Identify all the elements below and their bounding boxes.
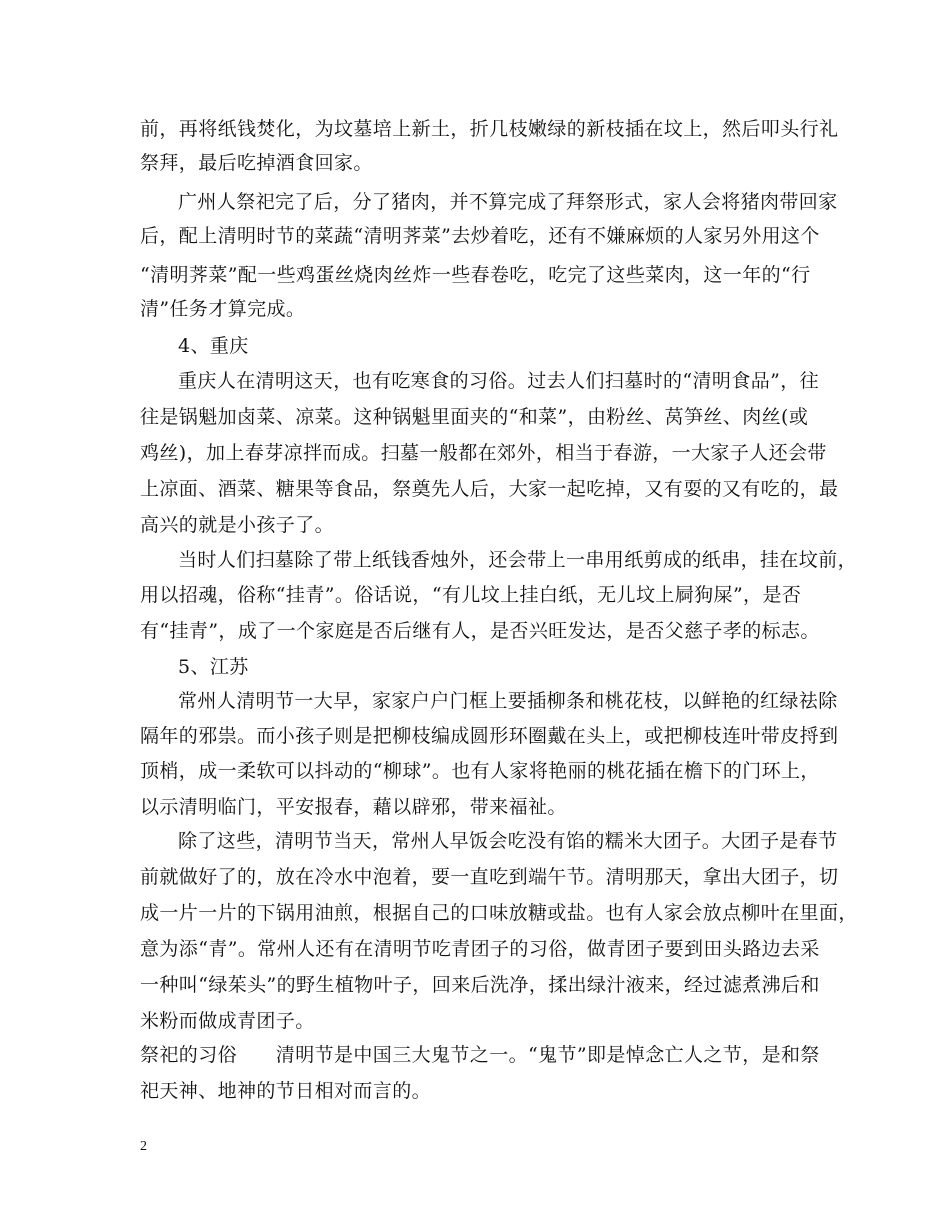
text-line: 有“挂青”，成了一个家庭是否后继有人，是否兴旺发达，是否父慈子孝的标志。 (140, 620, 820, 642)
text-line: 祭拜，最后吃掉酒食回家。 (140, 152, 373, 174)
text-line: 往是锅魁加卤菜、凉菜。这种锅魁里面夹的“和菜”，由粉丝、莴笋丝、肉丝(或 (140, 406, 809, 428)
text-line: 成一片一片的下锅用油煎，根据自己的口味放糖或盐。也有人家会放点柳叶在里面， (140, 902, 858, 924)
text-line: 隔年的邪祟。而小孩子则是把柳枝编成圆形环圈戴在头上，或把柳枝连叶带皮捋到 (140, 725, 839, 747)
text-line: “清明荠菜”配一些鸡蛋丝烧肉丝炸一些春卷吃，吃完了这些菜肉，这一年的“行 (140, 264, 811, 286)
text-line: 广州人祭祀完了后，分了猪肉，并不算完成了拜祭形式，家人会将猪肉带回家 (178, 191, 838, 213)
text-line: 意为添“青”。常州人还有在清明节吃青团子的习俗，做青团子要到田头路边去采 (140, 938, 820, 960)
text-line: 清”任务才算完成。 (140, 298, 306, 320)
text-line: 祭祀的习俗 清明节是中国三大鬼节之一。“鬼节”即是悼念亡人之节，是和祭 (140, 1044, 820, 1066)
text-line: 一种叫“绿茱头”的野生植物叶子，回来后洗净，揉出绿汁液来，经过滤煮沸后和 (140, 974, 820, 996)
text-line: 米粉而做成青团子。 (140, 1010, 315, 1032)
text-line: 用以招魂，俗称“挂青”。俗话说，“有儿坟上挂白纸，无儿坟上屙狗屎”，是否 (140, 584, 802, 606)
text-line: 上凉面、酒菜、糖果等食品，祭奠先人后，大家一起吃掉，又有耍的又有吃的，最 (140, 478, 839, 500)
section-heading: 5、江苏 (178, 656, 249, 678)
text-line: 鸡丝)，加上春芽凉拌而成。扫墓一般都在郊外，相当于春游，一大家子人还会带 (140, 442, 827, 464)
text-line: 前就做好了的，放在冷水中泡着，要一直吃到端午节。清明那天，拿出大团子，切 (140, 866, 839, 888)
text-line: 除了这些，清明节当天，常州人早饭会吃没有馅的糯米大团子。大团子是春节 (178, 830, 838, 852)
text-line: 重庆人在清明这天，也有吃寒食的习俗。过去人们扫墓时的“清明食品”，往 (178, 370, 820, 392)
text-line: 高兴的就是小孩子了。 (140, 514, 335, 536)
text-line: 顶梢，成一柔软可以抖动的“柳球”。也有人家将艳丽的桃花插在檐下的门环上， (140, 760, 820, 782)
text-line: 前，再将纸钱焚化，为坟墓培上新土，折几枝嫩绿的新枝插在坟上，然后叩头行礼 (140, 118, 839, 140)
text-line: 常州人清明节一大早，家家户户门框上要插柳条和桃花枝，以鲜艳的红绿祛除 (178, 690, 838, 712)
section-heading: 4、重庆 (178, 335, 249, 357)
text-line: 祀天神、地神的节日相对而言的。 (140, 1080, 432, 1102)
page-number: 2 (140, 1139, 147, 1154)
text-line: 后，配上清明时节的菜蔬“清明荠菜”去炒着吃，还有不嫌麻烦的人家另外用这个 (140, 225, 820, 247)
text-line: 当时人们扫墓除了带上纸钱香烛外，还会带上一串用纸剪成的纸串，挂在坟前， (178, 549, 858, 571)
text-line: 以示清明临门，平安报春，藉以辟邪，带来福祉。 (140, 796, 567, 818)
